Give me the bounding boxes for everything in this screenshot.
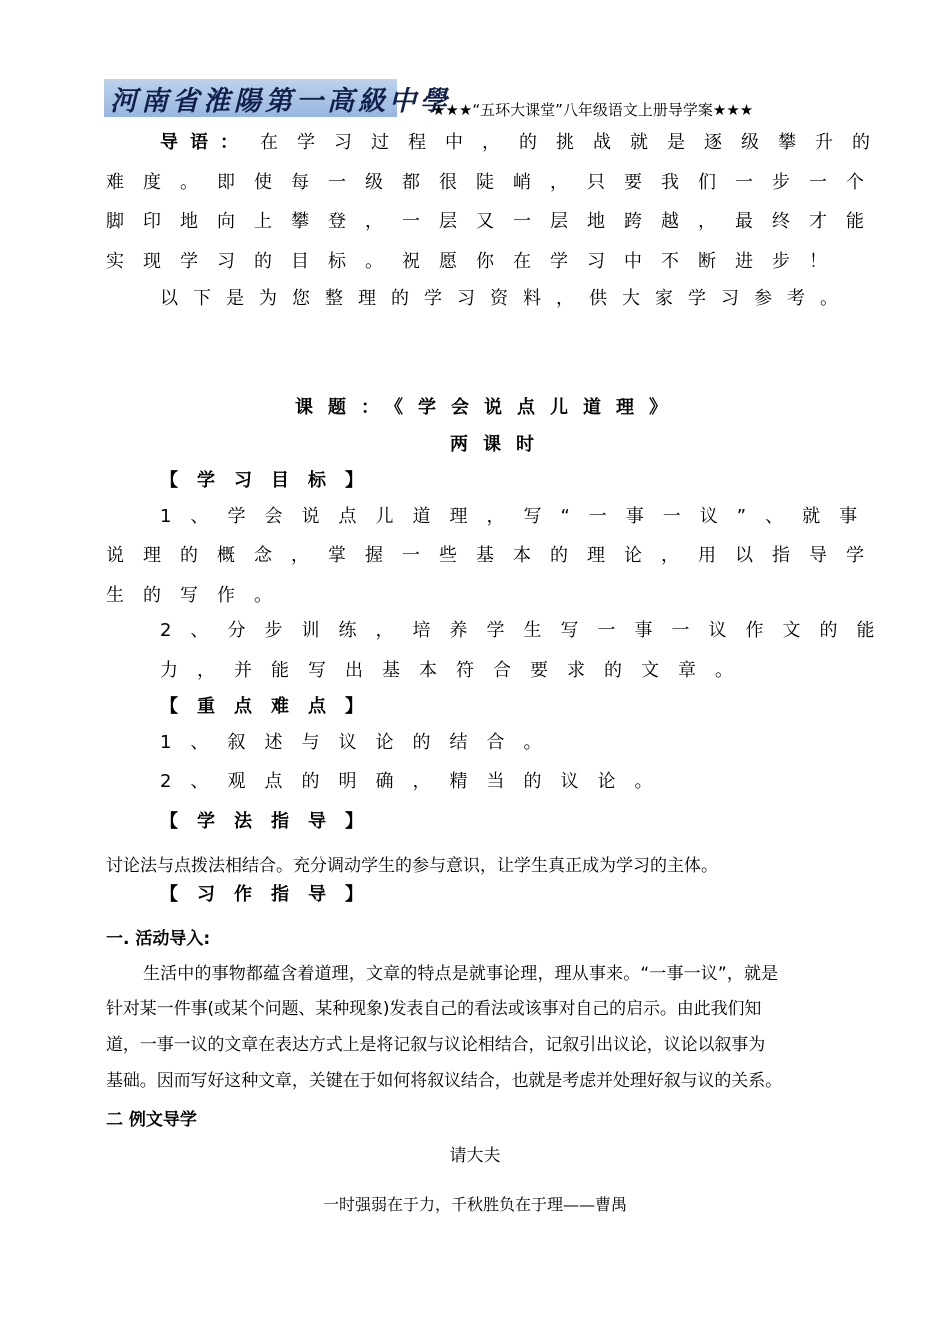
essay-title: 请大夫	[449, 1146, 501, 1166]
paragraph-line-4: 基础。因而写好这种文章，关键在于如何将叙议结合，也就是考虑并处理好叙与议的关系。	[106, 1071, 782, 1091]
goal-1-line-3: 生的写作。	[106, 585, 291, 606]
goal-2-line-1: 2、分步训练，培养学生写一事一议作文的能	[160, 620, 894, 641]
goals-heading: 【学习目标】	[160, 470, 382, 491]
intro-label: 导语：	[160, 132, 250, 153]
section-2-title: 二 例文导学	[106, 1110, 197, 1130]
intro-line-3: 脚印地向上攀登，一层又一层地跨越，最终才能	[106, 211, 883, 232]
intro-line-4: 实现学习的目标。祝愿你在学习中不断进步！	[106, 251, 846, 272]
lesson-topic: 课题：《学会说点儿道理》	[295, 397, 682, 418]
essay-epigraph: 一时强弱在于力，千秋胜负在于理——曹禺	[322, 1195, 627, 1214]
key-point-2: 2、观点的明确，精当的议论。	[160, 771, 672, 792]
method-text: 讨论法与点拨法相结合。充分调动学生的参与意识，让学生真正成为学习的主体。	[106, 856, 718, 876]
intro-line-5: 以下是为您整理的学习资料，供大家学习参考。	[160, 288, 853, 309]
writing-heading: 【习作指导】	[160, 884, 382, 905]
header-title: ★★★“五环大课堂”八年级语文上册导学案★★★	[432, 101, 754, 119]
goal-2-line-2: 力，并能写出基本符合要求的文章。	[160, 660, 752, 681]
goal-1-line-2: 说理的概念，掌握一些基本的理论，用以指导学	[106, 545, 883, 566]
method-heading: 【学法指导】	[160, 811, 382, 832]
section-1-title: 一. 活动导入:	[106, 929, 211, 949]
lesson-period: 两课时	[450, 434, 549, 455]
intro-line-2: 难度。即使每一级都很陡峭，只要我们一步一个	[106, 172, 883, 193]
paragraph-line-2: 针对某一件事(或某个问题、某种现象)发表自己的看法或该事对自己的启示。由此我们知	[106, 999, 762, 1019]
paragraph-line-3: 道，一事一议的文章在表达方式上是将记叙与议论相结合，记叙引出议论，议论以叙事为	[106, 1035, 766, 1055]
intro-line-1: 在学习过程中，的挑战就是逐级攀升的	[260, 132, 889, 153]
key-points-heading: 【重点难点】	[160, 696, 382, 717]
school-logo	[104, 79, 451, 117]
school-logo-text: 河南省淮陽第一高級中學	[110, 85, 451, 117]
key-point-1: 1、叙述与议论的结合。	[160, 732, 561, 753]
goal-1-line-1: 1、学会说点儿道理，写“一事一议”、就事	[160, 506, 877, 527]
paragraph-line-1: 生活中的事物都蕴含着道理，文章的特点是就事论理，理从事来。“一事一议”，就是	[143, 964, 779, 984]
